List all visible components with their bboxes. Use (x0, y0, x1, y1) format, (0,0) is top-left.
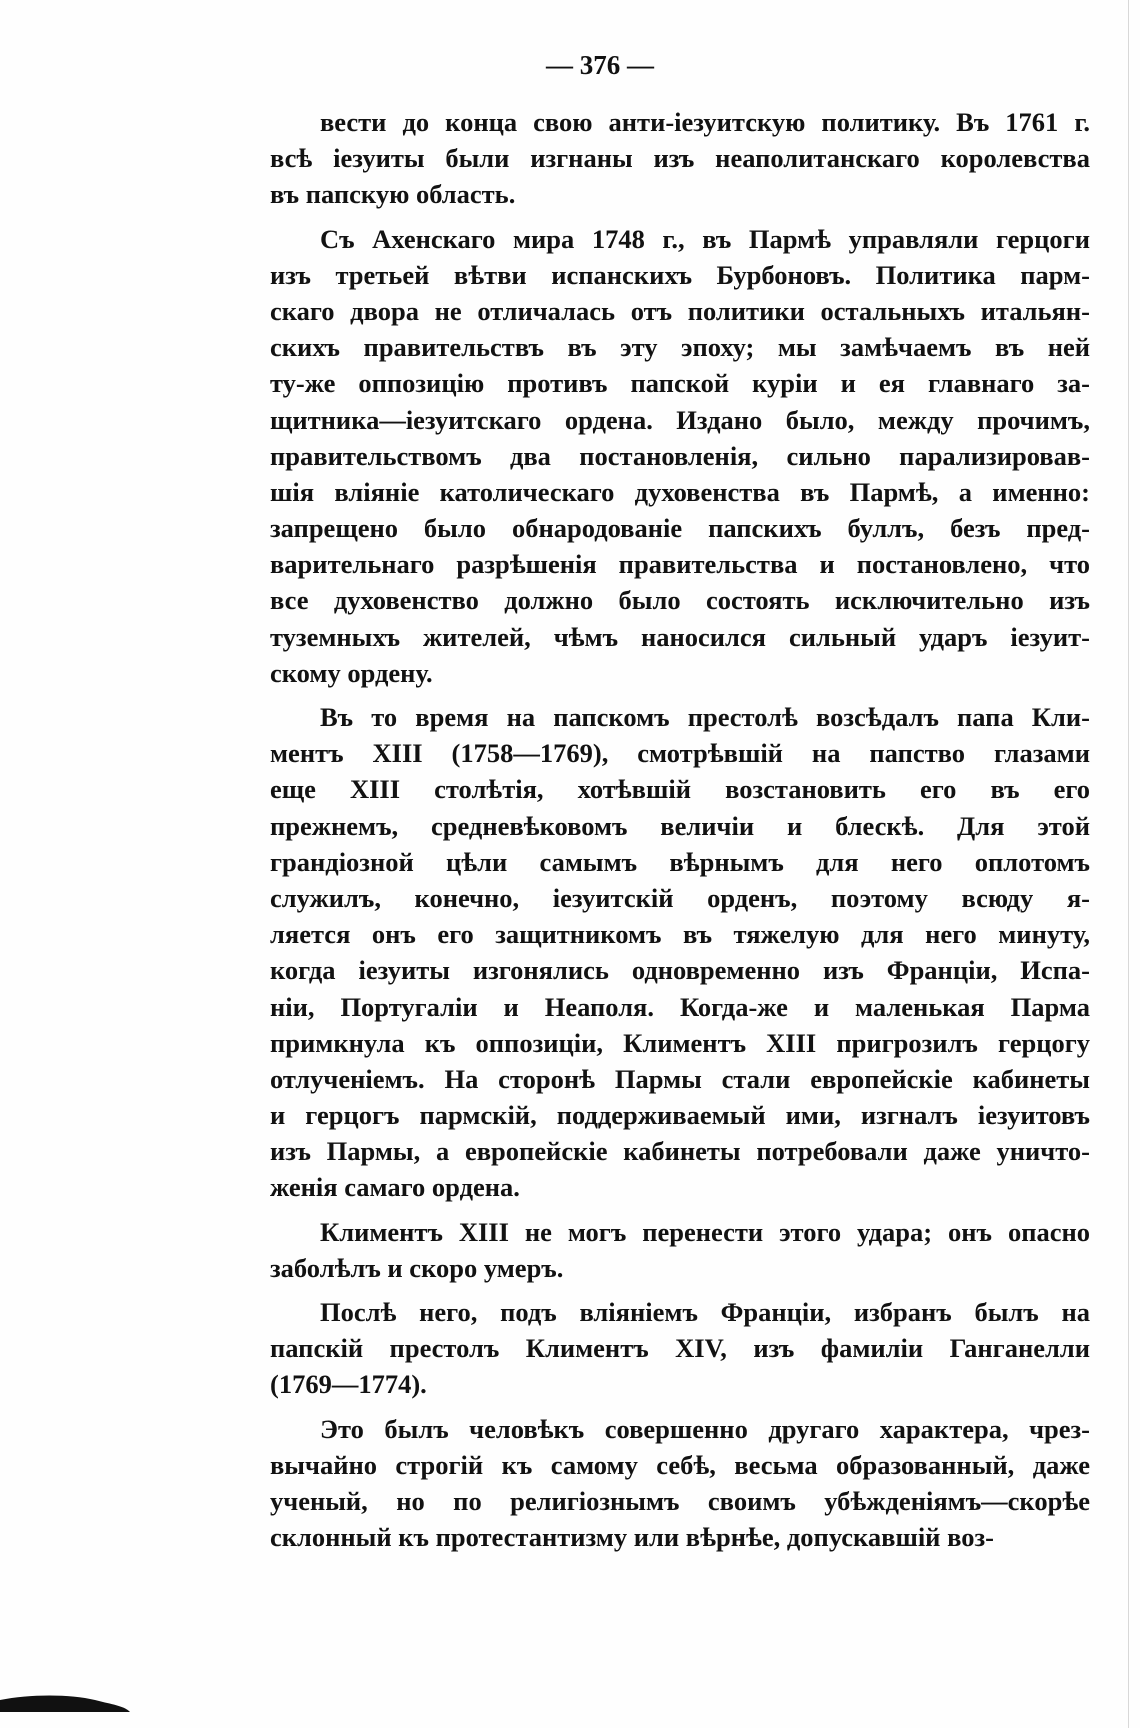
text-line: туземныхъ жителей, чѣмъ наносился сильный ударъ іезуит- (270, 621, 1090, 652)
text-line: все духовенство должно было состоять исключительно изъ (270, 585, 1090, 616)
text-line: грандіозной цѣли самымъ вѣрнымъ для него оплотомъ (270, 846, 1090, 877)
text-line: женія самаго ордена. (270, 1172, 520, 1203)
page-edge-line (1128, 0, 1129, 1728)
text-line: щитника—іезуитскаго ордена. Издано было, между прочимъ, (270, 404, 1090, 435)
paragraph (270, 1294, 1090, 1403)
text-line: отлученіемъ. На сторонѣ Пармы стали европейскіе кабинеты (270, 1063, 1090, 1094)
text-line: запрещено было обнародованіе папскихъ буллъ, безъ пред- (270, 513, 1090, 544)
text-line: Съ Ахенскаго мира 1748 г., въ Пармѣ управляли герцоги (320, 223, 1090, 254)
text-line: изъ третьей вѣтви испанскихъ Бурбоновъ. Политика парм- (270, 259, 1090, 290)
text-line: (1769—1774). (270, 1369, 427, 1400)
page-number: — 376 — (546, 50, 654, 80)
text-line: ту-же оппозицію противъ папской куріи и ея главнаго за- (270, 368, 1090, 399)
text-line: примкнула къ оппозиціи, Климентъ XIII пригрозилъ герцогу (270, 1027, 1090, 1058)
ink-blot-mark (0, 1690, 130, 1712)
text-line: правительствомъ два постановленія, сильно парализировав- (270, 440, 1090, 471)
paragraph (270, 1411, 1090, 1556)
paragraph (270, 104, 1090, 213)
paragraph (270, 1214, 1090, 1286)
text-line: ментъ XIII (1758—1769), смотрѣвшій на папство глазами (270, 738, 1090, 769)
text-line: заболѣлъ и скоро умеръ. (270, 1252, 564, 1283)
text-line: варительнаго разрѣшенія правительства и постановлено, что (270, 549, 1090, 580)
text-line: еще XIII столѣтія, хотѣвшій возстановить его въ его (270, 774, 1090, 805)
text-line: скаго двора не отличалась отъ политики остальныхъ итальян- (270, 295, 1090, 326)
body-text (270, 104, 1090, 1563)
text-line: ляется онъ его защитникомъ въ тяжелую для него минуту, (270, 919, 1090, 950)
text-line: скихъ правительствъ въ эту эпоху; мы замѣчаемъ въ ней (270, 332, 1090, 363)
text-line: склонный къ протестантизму или вѣрнѣе, допускавшій воз- (270, 1522, 994, 1553)
paragraph (270, 221, 1090, 691)
text-line: вести до конца свою анти-іезуитскую политику. Въ 1761 г. (320, 107, 1090, 137)
text-line: Послѣ него, подъ вліяніемъ Франціи, избранъ былъ на (320, 1297, 1090, 1327)
text-line: скому ордену. (270, 657, 433, 688)
text-line: Климентъ XIII не могъ перенести этого удара; онъ опасно (320, 1216, 1090, 1247)
text-line: Это былъ человѣкъ совершенно другаго характера, чрез- (320, 1413, 1090, 1444)
text-line: вычайно строгій къ самому себѣ, весьма образованный, даже (270, 1449, 1090, 1480)
paragraph (270, 699, 1090, 1206)
text-line: ученый, но по религіознымъ своимъ убѣжденіямъ—скорѣе (270, 1485, 1090, 1516)
text-line: служилъ, конечно, іезуитскій орденъ, поэтому всюду я- (270, 882, 1090, 913)
text-line: изъ Пармы, а европейскіе кабинеты потребовали даже уничто- (270, 1136, 1090, 1167)
text-line: Въ то время на папскомъ престолѣ возсѣдалъ папа Кли- (320, 702, 1090, 732)
text-line: и герцогъ пармскій, поддерживаемый ими, изгналъ іезуитовъ (270, 1100, 1090, 1131)
text-line: всѣ іезуиты были изгнаны изъ неаполитанскаго королевства (270, 143, 1090, 174)
text-line: ніи, Португаліи и Неаполя. Когда-же и маленькая Парма (270, 991, 1090, 1022)
text-line: въ папскую область. (270, 179, 516, 210)
text-line: шія вліяніе католическаго духовенства въ Пармѣ, а именно: (270, 476, 1090, 507)
text-line: прежнемъ, средневѣковомъ величіи и блескѣ. Для этой (270, 810, 1090, 841)
text-line: когда іезуиты изгонялись одновременно изъ Франціи, Испа- (270, 955, 1090, 986)
text-line: папскій престолъ Климентъ XIV, изъ фамиліи Ганганелли (270, 1333, 1090, 1364)
